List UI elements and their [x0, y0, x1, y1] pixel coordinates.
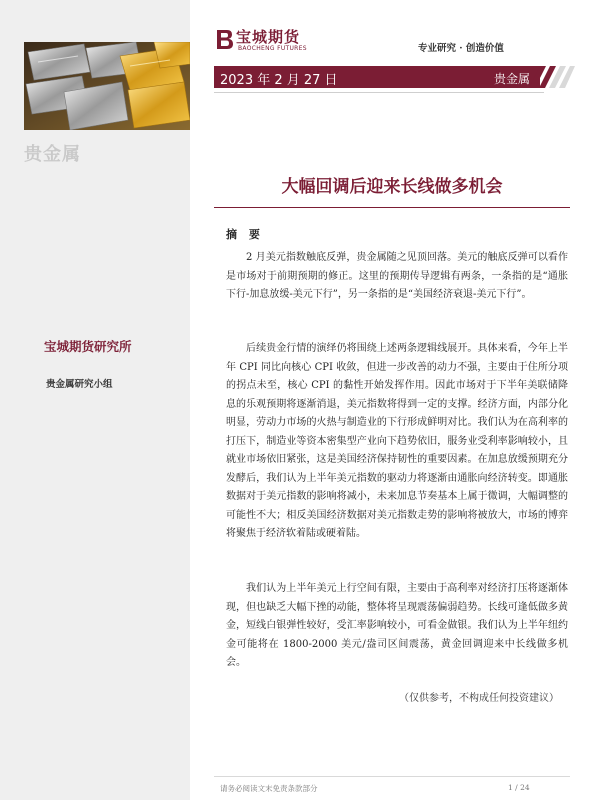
footer-disclaimer-notice: 请务必阅读文末免责条款部分: [220, 784, 318, 793]
page-number: 1 / 24: [508, 783, 530, 792]
footer-divider: [214, 776, 570, 777]
research-institute-name: 宝城期货研究所: [44, 339, 132, 354]
date-banner: [214, 66, 540, 88]
logo-chinese-name: 宝城期货: [236, 28, 301, 46]
precious-metals-hero-image: [24, 42, 190, 130]
header-divider: [214, 92, 544, 93]
banner-stripes-decoration: [515, 66, 575, 88]
abstract-paragraph-3: 我们认为上半年美元上行空间有限，主要由于高利率对经济打压将逐渐体现，但也缺乏大幅下挫的动能，整体将呈现震荡偏弱趋势。长线可逢低做多黄金，短线白银弹性较好，受汇率影响较小，可看金做银。我们认为上半年纽约金可能将在 1800-2000 美元/盎司区间震荡，黄金回调迎来中长线做多机会。: [226, 583, 568, 668]
title-divider: [214, 207, 570, 208]
research-team-name: 贵金属研究小组: [46, 379, 113, 390]
metal-bars-illustration: [24, 42, 190, 130]
company-slogan: 专业研究 · 创造价值: [418, 43, 504, 54]
disclaimer-note: （仅供参考，不构成任何投资建议）: [399, 693, 559, 704]
logo-mark-icon: [214, 28, 234, 50]
sidebar-section-title: 贵金属: [24, 144, 81, 165]
abstract-paragraph-2: 后续贵金行情的演绎仍将围绕上述两条逻辑线展开。具体来看，今年上半年 CPI 同比向核心 CPI 收敛，但进一步改善的动力不强，主要由于住所分项的拐点未至，核心 CPI 的黏性开始发挥作用。因此市场对于下半年美联储降息的乐观预期将逐渐消退，美元指数将得到一定的支撑。经济方面，内部分化明显，劳动力市场的火热与制造业的下行形成鲜明对比。我们认为在高利率的打压下，制造业等资本密集型产业向下趋势依旧，服务业受利率影响较小，且就业市场依旧紧张，这是美国经济保持韧性的重要因素。在加息放缓预期充分发酵后，我们认为上半年美元指数的驱动力将逐渐由通胀向经济转变。即通胀数据对于美元指数的影响将减小，未来加息节奏基本上属于微调，大幅调整的可能性不大；相反美国经济数据对美元指数走势的影响将被放大，市场的博弈将聚焦于经济软着陆或硬着陆。: [226, 343, 568, 539]
report-title: 大幅回调后迎来长线做多机会: [281, 177, 503, 197]
sidebar: [0, 0, 190, 800]
abstract-heading: 摘 要: [226, 228, 264, 241]
report-date: 2023 年 2 月 27 日: [220, 73, 338, 88]
abstract-paragraph-1: 2 月美元指数触底反弹，贵金属随之见顶回落。美元的触底反弹可以看作是市场对于前期预期的修正。这里的预期传导逻辑有两条，一条指的是“通胀下行-加息放缓-美元下行”，另一条指的是“美国经济衰退-美元下行”。: [226, 252, 568, 300]
report-category: 贵金属: [493, 72, 530, 86]
logo-english-name: BAOCHENG FUTURES: [238, 45, 307, 52]
